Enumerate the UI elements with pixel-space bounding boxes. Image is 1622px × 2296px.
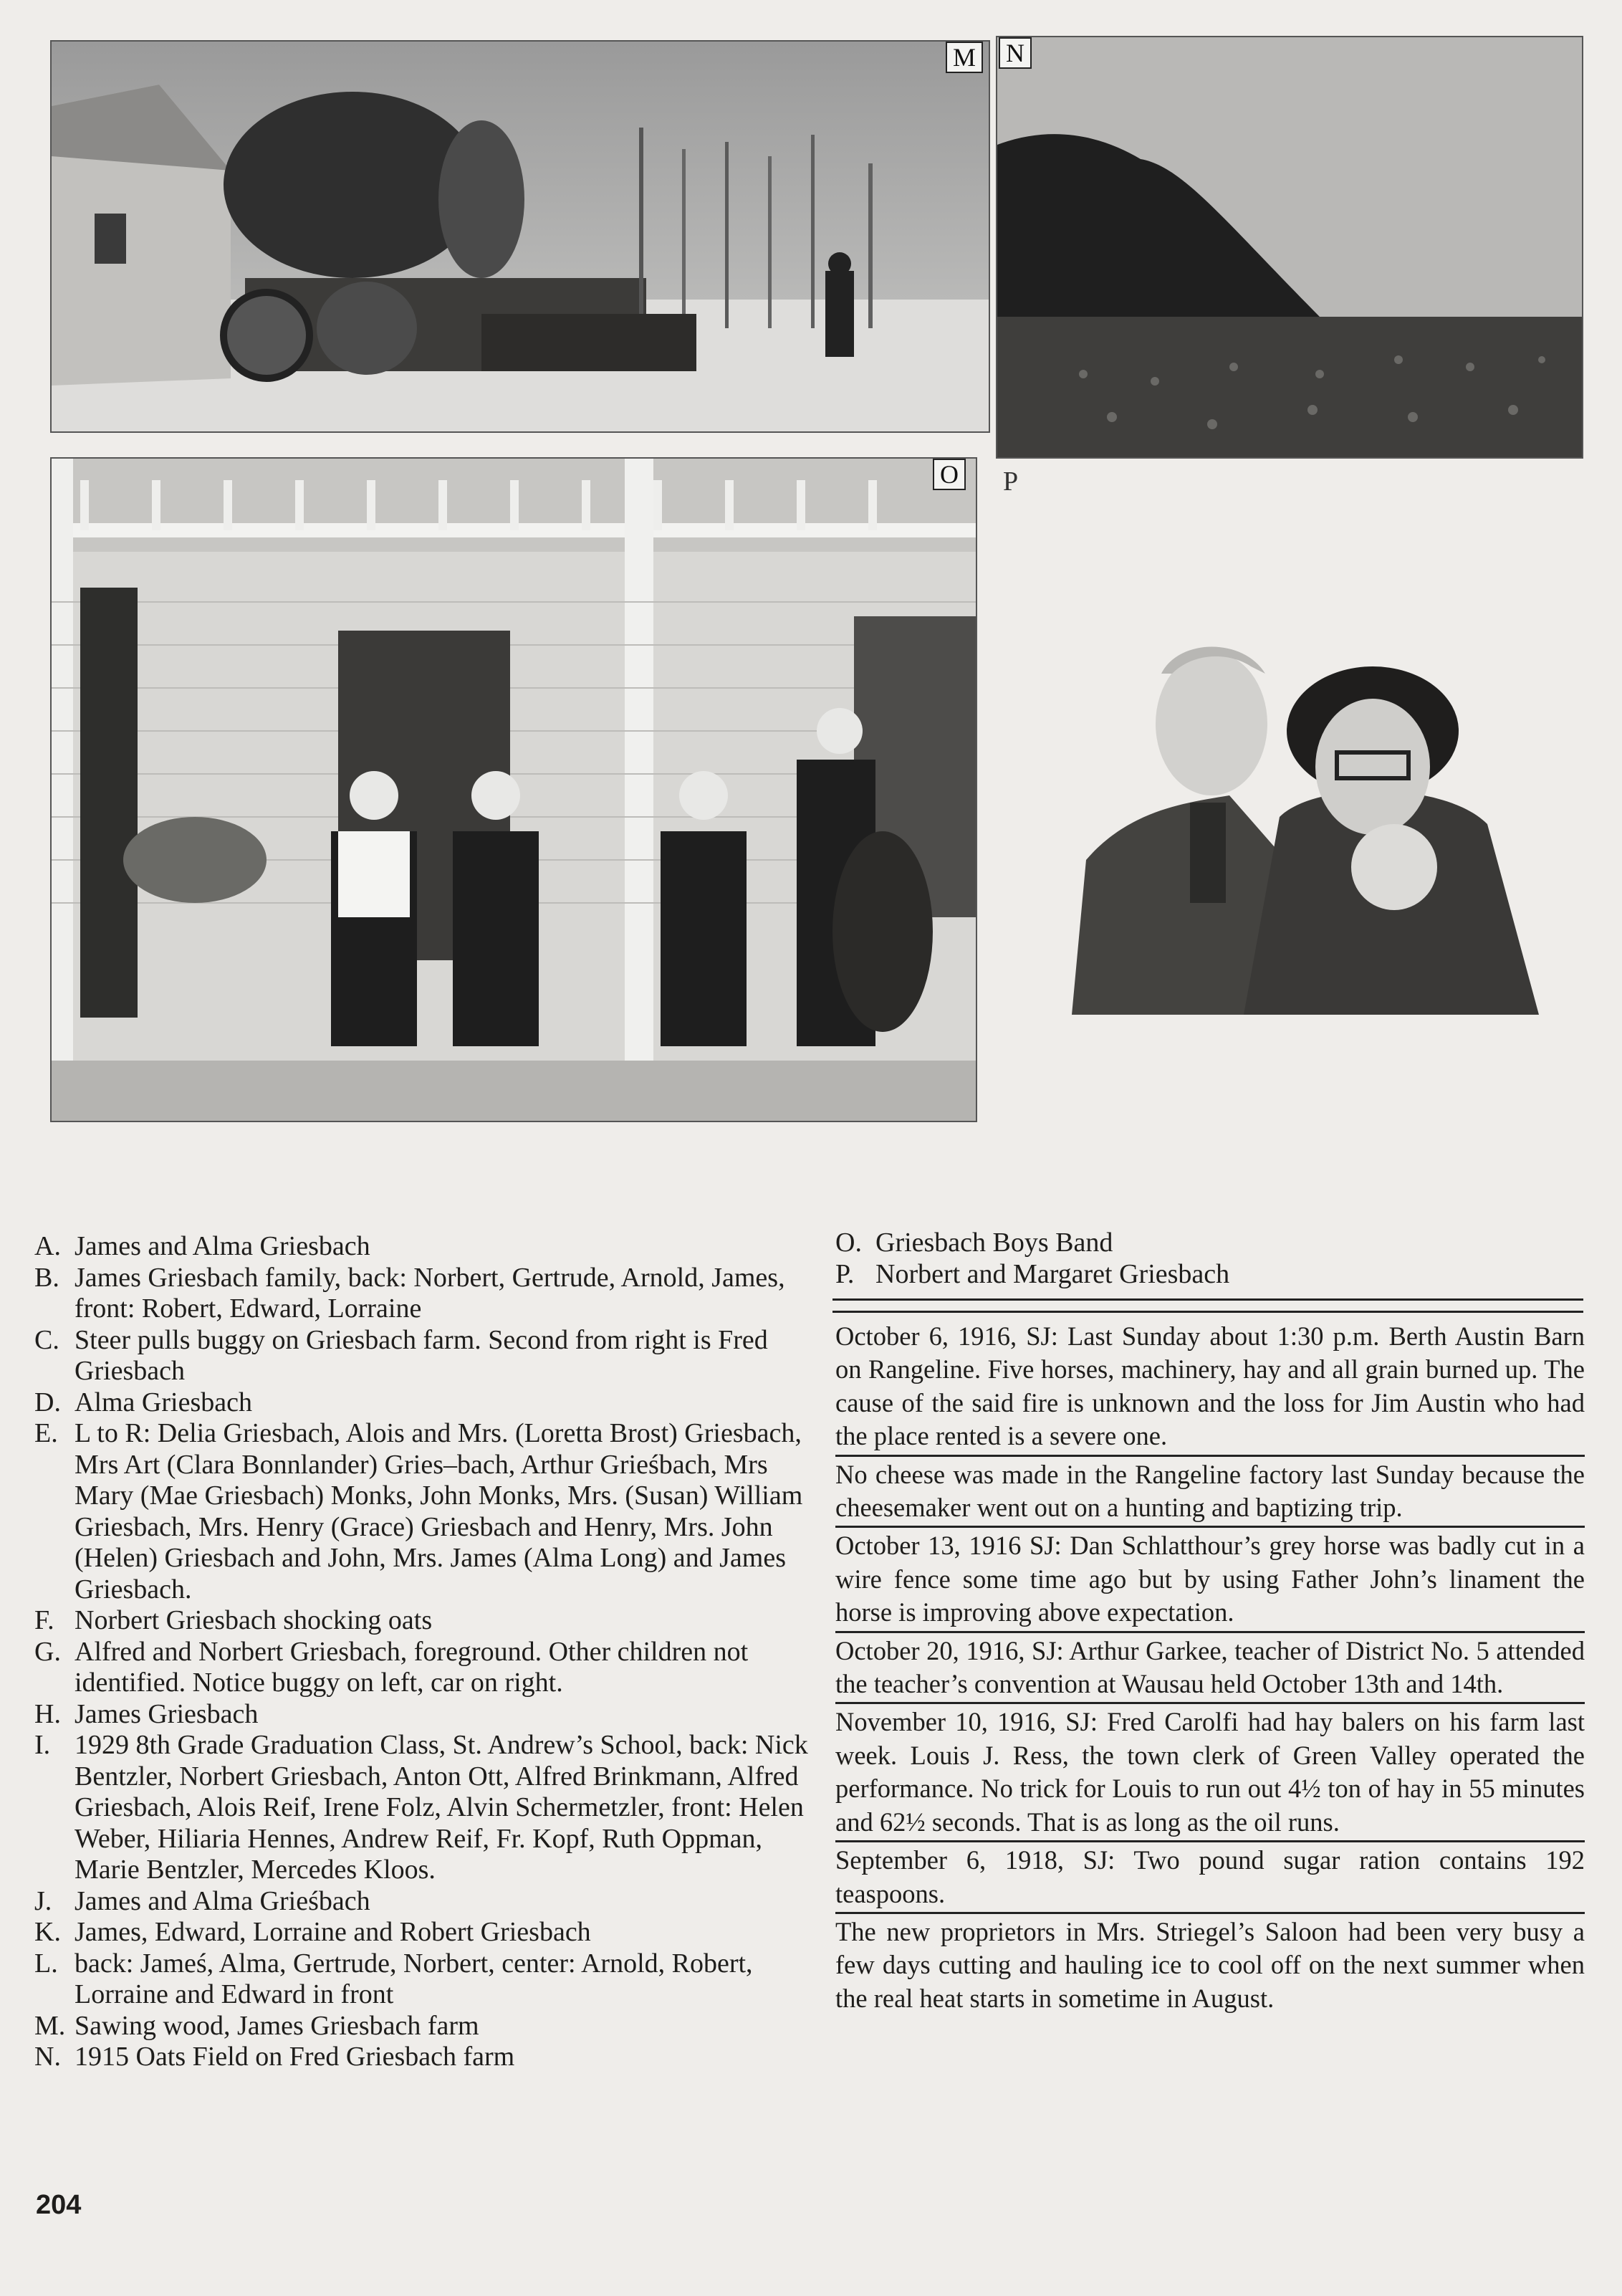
caption-i: I. 1929 8th Grade Graduation Class, St. Andrew’s School, back: Nick Bentzler, Norbert Griesbach, Anton Ott, Alfred Brinkmann, Alfred Griesbach, Alois Reif, Irene Folz, Alvin Schermetzler, front: Helen Weber, Hiliaria Hennes, Andrew Reif, Fr. Kopf, Ruth Oppman, Marie Bentzler, Mercedes Kloos. <box>34 1730 808 1885</box>
caption-g: G. Alfred and Norbert Griesbach, foreground. Other children not identified. Notice buggy on left, car on right. <box>34 1636 749 1698</box>
photo-captions <box>34 1231 808 2073</box>
page-number: 204 <box>36 2190 82 2220</box>
caption-b: B. James Griesbach family, back: Norbert, Gertrude, Arnold, James, front: Robert, Edward, Lorraine <box>34 1262 785 1324</box>
photo-tag-n: N <box>999 37 1032 69</box>
photo-n-oats-field <box>996 36 1583 459</box>
photo-tag-m: M <box>946 42 983 73</box>
news-item: October 6, 1916, SJ: Last Sunday about 1:30 p.m. Berth Austin Barn on Rangeline. Five horses, machinery, hay and all grain burned up. The cause of the said fire is unknown and the loss for Jim Austin who had the place rented is a severe one. <box>835 1320 1585 1457</box>
caption-j: J. James and Alma Grieśbach <box>34 1885 370 1916</box>
caption-p: P. Norbert and Margaret Griesbach <box>835 1259 1230 1289</box>
caption-h: H. James Griesbach <box>34 1698 259 1729</box>
caption-o: O. Griesbach Boys Band <box>835 1228 1113 1258</box>
caption-d: D. Alma Griesbach <box>34 1387 252 1417</box>
caption-c: C. Steer pulls buggy on Griesbach farm. Second from right is Fred Griesbach <box>34 1324 768 1386</box>
caption-m: M. Sawing wood, James Griesbach farm <box>34 2010 479 2041</box>
photo-captions-right <box>835 1227 1588 1290</box>
caption-a: A. James and Alma Griesbach <box>34 1231 370 1261</box>
news-item: September 6, 1918, SJ: Two pound sugar ration contains 192 teaspoons. <box>835 1844 1585 1914</box>
caption-e: E. L to R: Delia Griesbach, Alois and Mrs. (Loretta Brost) Griesbach, Mrs Art (Clara Bonnlander) Gries–bach, Arthur Grieśbach, Mrs Mary (Mae Griesbach) Monks, John Monks, Mrs. (Susan) William Griesbach, Mrs. Henry (Grace) Griesbach and Henry, Mrs. John (Helen) Griesbach and John, Mrs. James (Alma Long) and James Griesbach. <box>34 1418 803 1604</box>
photo-o-boys-band <box>50 457 977 1122</box>
caption-n: N. 1915 Oats Field on Fred Griesbach farm <box>34 2042 515 2072</box>
photo-tag-p: P <box>1003 467 1019 497</box>
photo-m-sawing-wood <box>50 40 990 433</box>
photo-p-portrait <box>1072 623 1539 1015</box>
news-item: October 20, 1916, SJ: Arthur Garkee, teacher of District No. 5 attended the teacher’s convention at Wausau held October 13th and 14th. <box>835 1635 1585 1705</box>
news-item: No cheese was made in the Rangeline factory last Sunday because the cheesemaker went out on a hunting and baptizing trip. <box>835 1458 1585 1529</box>
photo-tag-o: O <box>933 459 966 490</box>
caption-f: F. Norbert Griesbach shocking oats <box>34 1605 433 1635</box>
caption-k: K. James, Edward, Lorraine and Robert Griesbach <box>34 1917 591 1947</box>
news-item: October 13, 1916 SJ: Dan Schlatthour’s grey horse was badly cut in a wire fence some time ago but by using Father John’s linament the horse is improving above expectation. <box>835 1529 1585 1632</box>
news-items <box>835 1320 1585 2018</box>
news-item: November 10, 1916, SJ: Fred Carolfi had hay balers on his farm last week. Louis J. Ress, the town clerk of Green Valley operated the performance. No trick for Louis to run out 4½ ton of hay in 55 minutes and 62½ seconds. That is as long as the oil runs. <box>835 1706 1585 1842</box>
news-item: The new proprietors in Mrs. Striegel’s Saloon had been very busy a few days cutting and hauling ice to cool off on the next summer when the real heat starts in sometime in August. <box>835 1916 1585 2013</box>
caption-l: L. back: Jameś, Alma, Gertrude, Norbert, center: Arnold, Robert, Lorraine and Edward in front <box>34 1948 753 2009</box>
double-rule-divider <box>832 1298 1583 1313</box>
